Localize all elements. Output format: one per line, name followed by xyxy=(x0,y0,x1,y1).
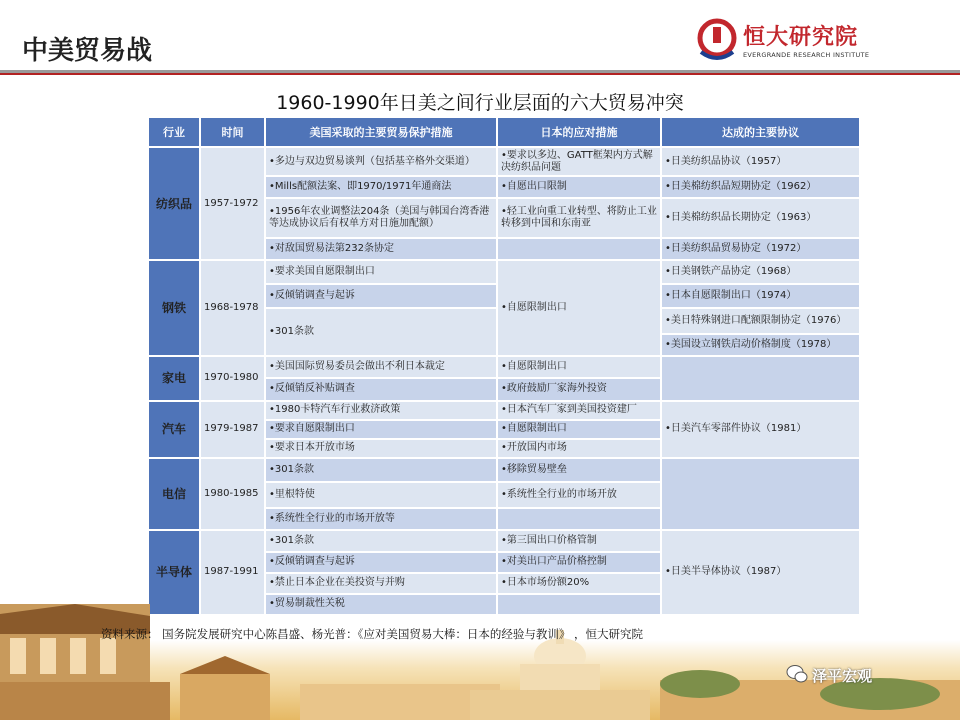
response-cell: •自愿出口限制 xyxy=(497,176,661,198)
response-cell: •第三国出口价格管制 xyxy=(497,530,661,552)
response-cell: •日本市场份额20% xyxy=(497,573,661,594)
measure-cell: •1956年农业调整法204条（美国与韩国台湾香港等达成协议后有权单方对日施加配额） xyxy=(265,198,497,238)
period-cell: 1979-1987 xyxy=(200,401,265,458)
measure-cell: •贸易制裁性关税 xyxy=(265,594,497,615)
response-cell xyxy=(497,508,661,530)
table-row xyxy=(148,260,860,284)
agreement-cell: •日美纺织品贸易协定（1972） xyxy=(661,238,860,260)
response-cell: •政府鼓励厂家海外投资 xyxy=(497,378,661,400)
response-cell: •系统性全行业的市场开放 xyxy=(497,482,661,508)
response-cell: •轻工业向重工业转型、将防止工业转移到中国和东南亚 xyxy=(497,198,661,238)
wechat-icon xyxy=(786,664,808,684)
measure-cell: •要求日本开放市场 xyxy=(265,439,497,458)
page-title: 中美贸易战 xyxy=(22,36,153,66)
response-cell: •要求以多边、GATT框架内方式解决纺织品问题 xyxy=(497,147,661,176)
industry-cell: 钢铁 xyxy=(148,260,200,356)
watermark-text: 泽平宏观 xyxy=(812,667,873,685)
agreement-cell: •日美汽车零部件协议（1981） xyxy=(661,401,860,458)
table-title: 1960-1990年日美之间行业层面的六大贸易冲突 xyxy=(276,92,684,114)
table-row xyxy=(148,356,860,378)
header-period: 时间 xyxy=(200,117,265,147)
measure-cell: •Mills配额法案、即1970/1971年通商法 xyxy=(265,176,497,198)
measure-cell: •要求美国自愿限制出口 xyxy=(265,260,497,284)
measure-cell: •301条款 xyxy=(265,308,497,356)
agreement-cell: •日美半导体协议（1987） xyxy=(661,530,860,615)
agreement-cell: •日本自愿限制出口（1974） xyxy=(661,284,860,308)
trade-conflict-table xyxy=(147,116,859,616)
agreement-cell xyxy=(661,458,860,530)
period-cell: 1968-1978 xyxy=(200,260,265,356)
logo-name-en: EVERGRANDE RESEARCH INSTITUTE xyxy=(743,51,870,59)
table-row xyxy=(148,458,860,482)
response-cell: •自愿限制出口 xyxy=(497,420,661,439)
agreement-cell: •日美钢铁产品协定（1968） xyxy=(661,260,860,284)
measure-cell: •301条款 xyxy=(265,458,497,482)
measure-cell: •要求自愿限制出口 xyxy=(265,420,497,439)
measure-cell: •反倾销调查与起诉 xyxy=(265,552,497,573)
measure-cell: •里根特使 xyxy=(265,482,497,508)
response-cell: •自愿限制出口 xyxy=(497,260,661,356)
period-cell: 1970-1980 xyxy=(200,356,265,400)
response-cell: •对美出口产品价格控制 xyxy=(497,552,661,573)
evergrande-logo-icon xyxy=(695,18,739,62)
header-agreements: 达成的主要协议 xyxy=(661,117,860,147)
header-us-measures: 美国采取的主要贸易保护措施 xyxy=(265,117,497,147)
header-japan-response: 日本的应对措施 xyxy=(497,117,661,147)
table-row xyxy=(148,147,860,176)
agreement-cell: •美日特殊钢进口配额限制协定（1976） xyxy=(661,308,860,334)
agreement-cell: •日美棉纺织品长期协定（1963） xyxy=(661,198,860,238)
period-cell: 1957-1972 xyxy=(200,147,265,260)
source-note: 资料来源： 国务院发展研究中心陈昌盛、杨光普：《应对美国贸易大棒：日本的经验与教训》 ，恒大研究院 xyxy=(101,627,644,641)
table-row xyxy=(148,401,860,420)
response-cell xyxy=(497,238,661,260)
measure-cell: •反倾销调查与起诉 xyxy=(265,284,497,308)
response-cell: •开放国内市场 xyxy=(497,439,661,458)
period-cell: 1980-1985 xyxy=(200,458,265,530)
table-header-row xyxy=(148,117,860,147)
footer-architecture-illustration xyxy=(0,604,960,720)
measure-cell: •对敌国贸易法第232条协定 xyxy=(265,238,497,260)
response-cell: •日本汽车厂家到美国投资建厂 xyxy=(497,401,661,420)
agreement-cell xyxy=(661,356,860,400)
industry-cell: 汽车 xyxy=(148,401,200,458)
measure-cell: •美国国际贸易委员会做出不利日本裁定 xyxy=(265,356,497,378)
period-cell: 1987-1991 xyxy=(200,530,265,615)
response-cell: •移除贸易壁垒 xyxy=(497,458,661,482)
industry-cell: 家电 xyxy=(148,356,200,400)
logo-name-cn: 恒大研究院 xyxy=(743,25,859,50)
brand-logo xyxy=(695,18,885,66)
measure-cell: •系统性全行业的市场开放等 xyxy=(265,508,497,530)
header-industry: 行业 xyxy=(148,117,200,147)
measure-cell: •反倾销反补贴调查 xyxy=(265,378,497,400)
header-divider-accent xyxy=(0,73,960,75)
response-cell: •自愿限制出口 xyxy=(497,356,661,378)
agreement-cell: •日美棉纺织品短期协定（1962） xyxy=(661,176,860,198)
industry-cell: 纺织品 xyxy=(148,147,200,260)
table-row xyxy=(148,530,860,552)
industry-cell: 电信 xyxy=(148,458,200,530)
measure-cell: •301条款 xyxy=(265,530,497,552)
measure-cell: •多边与双边贸易谈判（包括基辛格外交渠道） xyxy=(265,147,497,176)
industry-cell: 半导体 xyxy=(148,530,200,615)
measure-cell: •禁止日本企业在美投资与并购 xyxy=(265,573,497,594)
agreement-cell: •日美纺织品协议（1957） xyxy=(661,147,860,176)
agreement-cell: •美国设立钢铁启动价格制度（1978） xyxy=(661,334,860,356)
measure-cell: •1980卡特汽车行业救济政策 xyxy=(265,401,497,420)
